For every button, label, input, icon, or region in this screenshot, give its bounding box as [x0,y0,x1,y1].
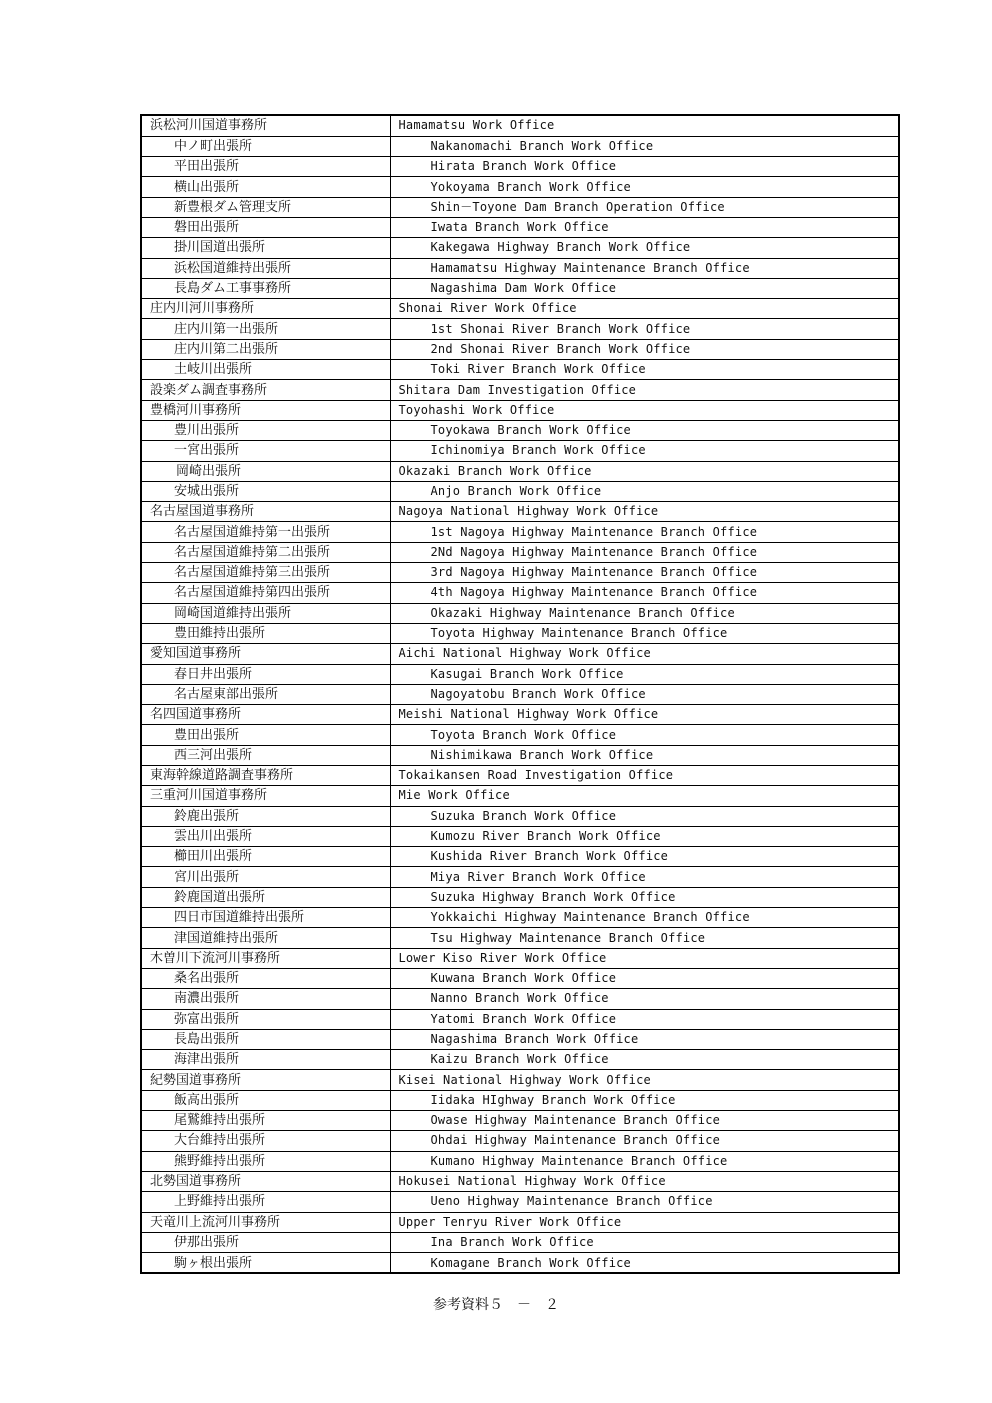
office-name-ja: 名四国道事務所 [142,705,390,725]
office-name-en: Nagashima Dam Work Office [390,278,898,298]
office-name-ja: 櫛田川出張所 [142,847,390,867]
office-name-en: Yatomi Branch Work Office [390,1009,898,1029]
table-row [142,928,898,948]
table-row [142,705,898,725]
office-name-ja: 新豊根ダム管理支所 [142,197,390,217]
office-name-en: Aichi National Highway Work Office [390,644,898,664]
office-name-en: Kisei National Highway Work Office [390,1070,898,1090]
table-row [142,1009,898,1029]
office-name-en: Komagane Branch Work Office [430,1255,631,1270]
table-row [142,583,898,603]
office-name-en: Lower Kiso River Work Office [390,948,898,968]
office-name-ja: 南濃出張所 [142,989,390,1009]
table-row [142,136,898,156]
office-name-ja: 土岐川出張所 [142,360,390,380]
table-row [142,400,898,420]
office-name-en: Mie Work Office [390,786,898,806]
office-name-ja: 中ノ町出張所 [142,136,390,156]
office-name-en: Nakanomachi Branch Work Office [390,136,898,156]
office-name-en: Tokaikansen Road Investigation Office [390,766,898,786]
office-name-ja: 磐田出張所 [142,217,390,237]
office-name-en: Shitara Dam Investigation Office [390,380,898,400]
table-row [142,339,898,359]
table-row [142,745,898,765]
office-name-en: 2Nd Nagoya Highway Maintenance Branch Office [390,542,898,562]
office-name-ja: 熊野維持出張所 [142,1151,390,1171]
office-name-ja: 設楽ダム調査事務所 [142,380,390,400]
office-name-en: Nagoya National Highway Work Office [390,502,898,522]
office-name-ja: 西三河出張所 [142,745,390,765]
office-name-ja: 岡崎国道維持出張所 [142,603,390,623]
office-name-en: Yokkaichi Highway Maintenance Branch Office [390,908,898,928]
office-name-en: Hamamatsu Work Office [390,116,898,136]
office-name-en: Upper Tenryu River Work Office [390,1212,898,1232]
office-name-ja: 駒ヶ根出張所 [142,1253,390,1273]
office-name-en: Owase Highway Maintenance Branch Office [390,1111,898,1131]
office-name-ja: 掛川国道出張所 [142,238,390,258]
office-name-ja: 庄内川第二出張所 [142,339,390,359]
office-name-ja: 横山出張所 [142,177,390,197]
office-name-en: Ichinomiya Branch Work Office [390,441,898,461]
office-name-en: Suzuka Branch Work Office [390,806,898,826]
office-name-en: Nagashima Branch Work Office [390,1029,898,1049]
office-name-en: Shonai River Work Office [390,299,898,319]
office-name-ja: 浜松国道維持出張所 [142,258,390,278]
office-name-en: Kumano Highway Maintenance Branch Office [390,1151,898,1171]
table-row [142,1090,898,1110]
table-row [142,725,898,745]
office-table [140,114,900,1274]
office-name-en: 3rd Nagoya Highway Maintenance Branch Office [390,563,898,583]
office-name-ja: 鈴鹿国道出張所 [142,887,390,907]
office-name-ja: 豊橋河川事務所 [142,400,390,420]
office-name-en: Miya River Branch Work Office [390,867,898,887]
table-row [142,177,898,197]
office-name-ja: 安城出張所 [142,481,390,501]
office-name-ja: 豊田出張所 [142,725,390,745]
office-name-en: Nagoyatobu Branch Work Office [390,684,898,704]
office-name-ja: 天竜川上流河川事務所 [142,1212,390,1232]
table-row [142,1253,898,1273]
office-name-en: Ohdai Highway Maintenance Branch Office [390,1131,898,1151]
table-row [142,1050,898,1070]
table-row [142,1212,898,1232]
office-name-en: Hokusei National Highway Work Office [390,1171,898,1191]
table-row [142,441,898,461]
office-name-ja: 尾鷲維持出張所 [142,1111,390,1131]
office-name-ja: 豊川出張所 [142,420,390,440]
office-name-ja: 鈴鹿出張所 [142,806,390,826]
table-row [142,217,898,237]
office-name-ja: 紀勢国道事務所 [142,1070,390,1090]
office-name-en: Toyohashi Work Office [390,400,898,420]
table-row [142,461,898,481]
page-number-label: 参考資料５ － ２ [433,1297,559,1313]
table-row [142,989,898,1009]
office-name-ja: 桑名出張所 [142,968,390,988]
office-name-ja: 伊那出張所 [142,1232,390,1252]
office-name-ja: 宮川出張所 [142,867,390,887]
office-name-en: 1st Nagoya Highway Maintenance Branch Office [390,522,898,542]
office-name-en: Tsu Highway Maintenance Branch Office [390,928,898,948]
table-row [142,867,898,887]
office-name-en: Kushida River Branch Work Office [390,847,898,867]
table-row [142,319,898,339]
table-row [142,1171,898,1191]
office-name-en: 4th Nagoya Highway Maintenance Branch Office [390,583,898,603]
table-row [142,380,898,400]
office-name-en: Anjo Branch Work Office [390,481,898,501]
table-row [142,360,898,380]
table-row [142,238,898,258]
table-row [142,1070,898,1090]
office-name-en: Iwata Branch Work Office [390,217,898,237]
table-row [142,847,898,867]
office-name-en: Kaizu Branch Work Office [390,1050,898,1070]
office-name-en: Toyokawa Branch Work Office [390,420,898,440]
office-name-en: Toki River Branch Work Office [390,360,898,380]
office-name-ja: 名古屋国道維持第一出張所 [142,522,390,542]
office-list-table [142,116,898,1273]
page-footer [0,1294,992,1314]
office-name-ja: 春日井出張所 [142,664,390,684]
office-name-en: Kumozu River Branch Work Office [390,826,898,846]
office-name-ja: 名古屋東部出張所 [142,684,390,704]
table-row [142,826,898,846]
table-row [142,420,898,440]
office-name-en: Toyota Branch Work Office [390,725,898,745]
table-row [142,299,898,319]
office-name-en: Toyota Highway Maintenance Branch Office [390,623,898,643]
table-row [142,197,898,217]
office-name-ja: 雲出川出張所 [142,826,390,846]
office-name-en: Iidaka HIghway Branch Work Office [390,1090,898,1110]
table-row [142,1111,898,1131]
office-name-ja: 弥富出張所 [142,1009,390,1029]
office-name-ja: 東海幹線道路調査事務所 [142,766,390,786]
table-row [142,157,898,177]
table-row [142,1131,898,1151]
table-row [142,948,898,968]
office-name-ja: 庄内川河川事務所 [142,299,390,319]
office-name-ja: 四日市国道維持出張所 [142,908,390,928]
office-name-en: Ueno Highway Maintenance Branch Office [390,1192,898,1212]
office-name-ja: 愛知国道事務所 [142,644,390,664]
office-name-ja: 三重河川国道事務所 [142,786,390,806]
office-name-en: Kuwana Branch Work Office [390,968,898,988]
table-row [142,258,898,278]
office-name-ja: 岡崎出張所 [142,461,390,481]
office-name-ja: 海津出張所 [142,1050,390,1070]
office-name-ja: 飯高出張所 [142,1090,390,1110]
table-row [142,481,898,501]
office-name-en: Okazaki Highway Maintenance Branch Office [390,603,898,623]
office-rows [142,116,898,1273]
office-name-ja: 北勢国道事務所 [142,1171,390,1191]
table-row [142,1151,898,1171]
office-name-en: Nanno Branch Work Office [390,989,898,1009]
office-name-ja: 津国道維持出張所 [142,928,390,948]
office-name-ja: 名古屋国道維持第四出張所 [142,583,390,603]
office-name-en: Hamamatsu Highway Maintenance Branch Office [390,258,898,278]
table-row [142,116,898,136]
office-name-en: Ina Branch Work Office [390,1232,898,1252]
table-row [142,1192,898,1212]
table-row [142,908,898,928]
table-row [142,766,898,786]
office-name-ja: 大台維持出張所 [142,1131,390,1151]
table-row [142,1029,898,1049]
table-row [142,887,898,907]
table-row [142,806,898,826]
office-name-ja: 名古屋国道維持第二出張所 [142,542,390,562]
office-name-en: 2nd Shonai River Branch Work Office [390,339,898,359]
office-name-en: Yokoyama Branch Work Office [390,177,898,197]
office-name-en: 1st Shonai River Branch Work Office [390,319,898,339]
office-name-en: Okazaki Branch Work Office [390,461,898,481]
office-name-en: Kakegawa Highway Branch Work Office [390,238,898,258]
table-row [142,968,898,988]
office-name-en: Suzuka Highway Branch Work Office [390,887,898,907]
office-name-en: Kasugai Branch Work Office [390,664,898,684]
office-name-en: Shin－Toyone Dam Branch Operation Office [390,197,898,217]
office-name-ja: 平田出張所 [142,157,390,177]
table-row [142,684,898,704]
office-name-en: Hirata Branch Work Office [390,157,898,177]
office-name-ja: 長島出張所 [142,1029,390,1049]
office-name-ja: 名古屋国道事務所 [142,502,390,522]
table-row [142,786,898,806]
office-name-ja: 浜松河川国道事務所 [142,116,390,136]
table-row [142,278,898,298]
office-name-en: Meishi National Highway Work Office [390,705,898,725]
office-name-ja: 長島ダム工事事務所 [142,278,390,298]
table-row [142,603,898,623]
table-row [142,542,898,562]
table-row [142,664,898,684]
office-name-ja: 木曽川下流河川事務所 [142,948,390,968]
table-row [142,563,898,583]
office-name-ja: 庄内川第一出張所 [142,319,390,339]
table-row [142,522,898,542]
table-row [142,1232,898,1252]
office-name-en: Nishimikawa Branch Work Office [390,745,898,765]
office-name-ja: 豊田維持出張所 [142,623,390,643]
office-name-ja: 一宮出張所 [142,441,390,461]
office-name-ja: 名古屋国道維持第三出張所 [142,563,390,583]
table-row [142,644,898,664]
table-row [142,623,898,643]
table-row [142,502,898,522]
office-name-ja: 上野維持出張所 [142,1192,390,1212]
